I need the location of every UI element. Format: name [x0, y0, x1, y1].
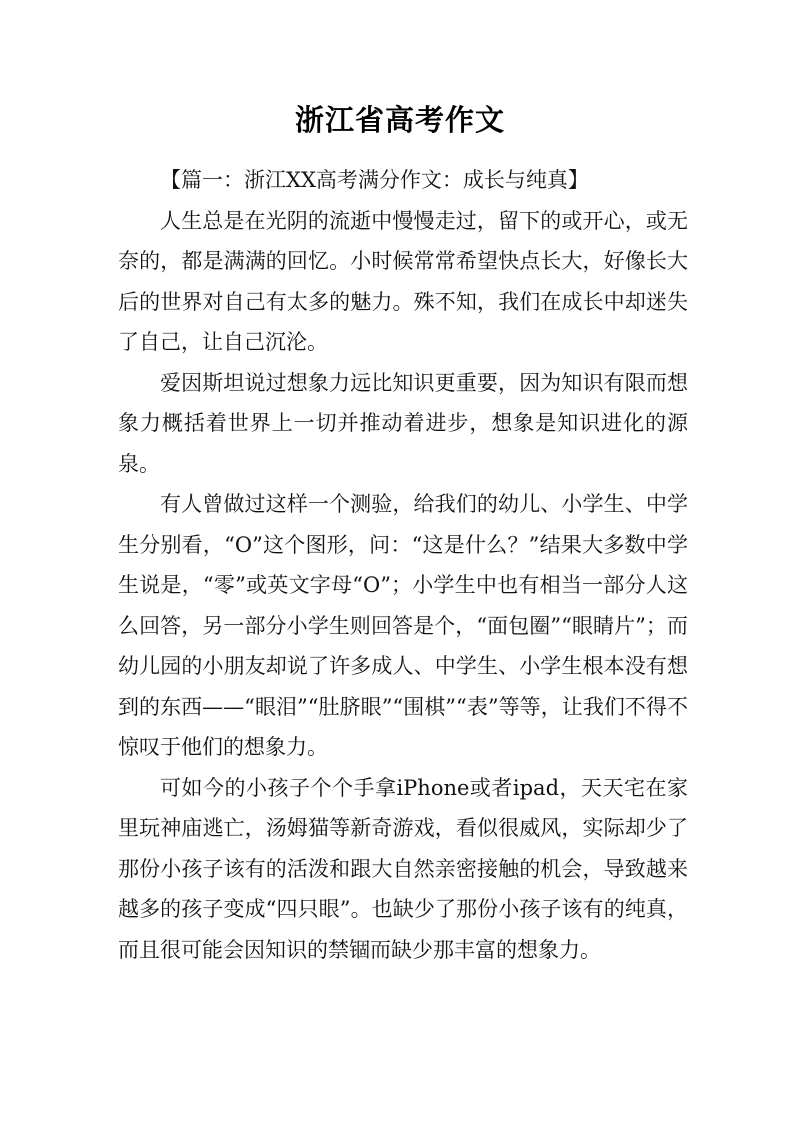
paragraph: 有人曾做过这样一个测验，给我们的幼儿、小学生、中学生分别看，“O”这个图形，问：“这是什么？”结果大多数中学生说是，“零”或英文字母“O”；小学生中也有相当一部分人这么回答，另一部分小学生则回答是个，“面包圈”“眼睛片”；而幼儿园的小朋友却说了许多成人、中学生、小学生根本没有想到的东西——“眼泪”“肚脐眼”“围棋”“表”等等，让我们不得不惊叹于他们的想象力。: [118, 492, 688, 759]
paragraph: 可如今的小孩子个个手拿iPhone或者ipad，天天宅在家里玩神庙逃亡，汤姆猫等新奇游戏，看似很威风，实际却少了那份小孩子该有的活泼和跟大自然亲密接触的机会，导致越来越多的孩子变成“四只眼”。也缺少了那份小孩子该有的纯真，而且很可能会因知识的禁锢而缺少那丰富的想象力。: [118, 775, 688, 962]
document-body: [118, 160, 688, 970]
paragraph: 爱因斯坦说过想象力远比知识更重要，因为知识有限而想象力概括着世界上一切并推动着进步，想象是知识进化的源泉。: [118, 370, 688, 476]
page-title: 浙江省高考作文: [294, 103, 505, 137]
section-heading: 【篇一：浙江XX高考满分作文：成长与纯真】: [160, 168, 589, 192]
paragraph: 人生总是在光阴的流逝中慢慢走过，留下的或开心，或无奈的，都是满满的回忆。小时候常常希望快点长大，好像长大后的世界对自己有太多的魅力。殊不知，我们在成长中却迷失了自己，让自己沉沦。: [118, 208, 688, 354]
